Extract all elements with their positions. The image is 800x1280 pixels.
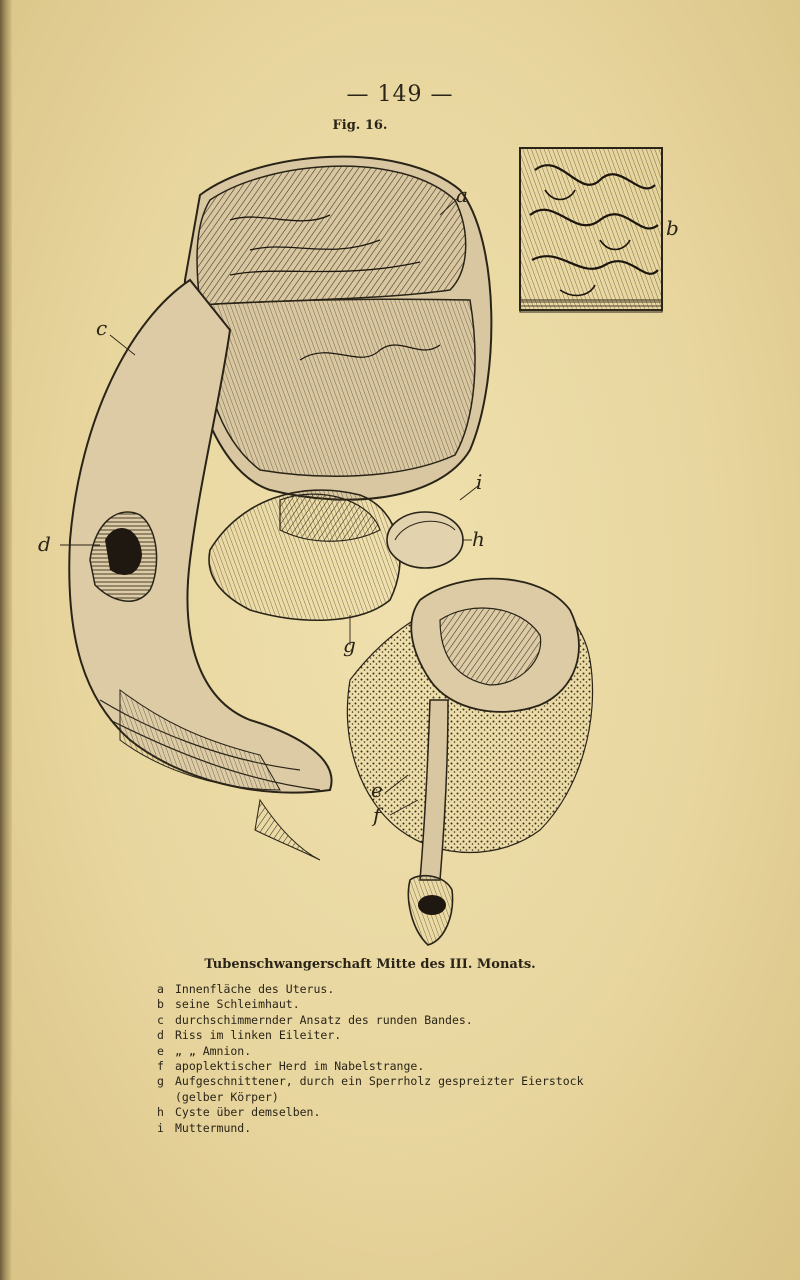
legend-key: e — [157, 1043, 164, 1058]
legend-text: apoplektischer Herd im Nabelstrange. — [175, 1059, 425, 1074]
legend-text: (gelber Körper) — [175, 1089, 279, 1104]
label-d: d — [38, 532, 51, 556]
legend-key: b — [157, 997, 164, 1012]
label-i: i — [476, 470, 483, 494]
figure-legend — [157, 982, 717, 1136]
figure-label: Fig. 16. — [332, 118, 388, 133]
legend-key: c — [157, 1012, 164, 1027]
legend-item — [157, 997, 717, 1012]
legend-item — [157, 982, 717, 997]
legend-item — [157, 1059, 717, 1074]
legend-key: f — [157, 1059, 164, 1074]
uterus-drawing — [184, 157, 491, 500]
legend-key: g — [157, 1074, 164, 1089]
label-e: e — [371, 778, 383, 802]
legend-item — [157, 1121, 717, 1136]
legend-key: d — [157, 1028, 164, 1043]
legend-text: Innenfläche des Uterus. — [175, 982, 335, 996]
legend-key: a — [157, 982, 164, 996]
mucosa-inset-drawing — [520, 148, 662, 312]
label-g: g — [343, 633, 356, 657]
embryo-sac-drawing — [347, 579, 592, 945]
label-a: a — [456, 183, 468, 207]
legend-item — [157, 1074, 717, 1089]
legend-text: „ „ Amnion. — [175, 1043, 252, 1058]
label-f: f — [373, 803, 381, 827]
legend-text: seine Schleimhaut. — [175, 997, 300, 1012]
legend-key — [157, 1090, 175, 1105]
legend-item — [157, 1044, 717, 1059]
legend-item — [157, 1105, 717, 1120]
page-number: — 149 — — [346, 82, 454, 107]
label-b: b — [666, 216, 679, 240]
label-c: c — [96, 316, 108, 340]
label-h: h — [472, 527, 485, 551]
legend-text: Riss im linken Eileiter. — [175, 1028, 342, 1043]
legend-item — [157, 1090, 717, 1105]
legend-key: h — [157, 1105, 164, 1120]
legend-key: i — [157, 1120, 164, 1135]
legend-text: Aufgeschnittener, durch ein Sperrholz gespreizter Eierstock — [175, 1074, 584, 1089]
legend-item — [157, 1013, 717, 1028]
legend-item — [157, 1028, 717, 1043]
legend-text: Cyste über demselben. — [175, 1105, 321, 1120]
legend-text: durchschimmernder Ansatz des runden Bandes. — [175, 1012, 473, 1027]
figure-caption-title: Tubenschwangerschaft Mitte des III. Monats. — [204, 957, 536, 972]
legend-text: Muttermund. — [175, 1120, 252, 1135]
